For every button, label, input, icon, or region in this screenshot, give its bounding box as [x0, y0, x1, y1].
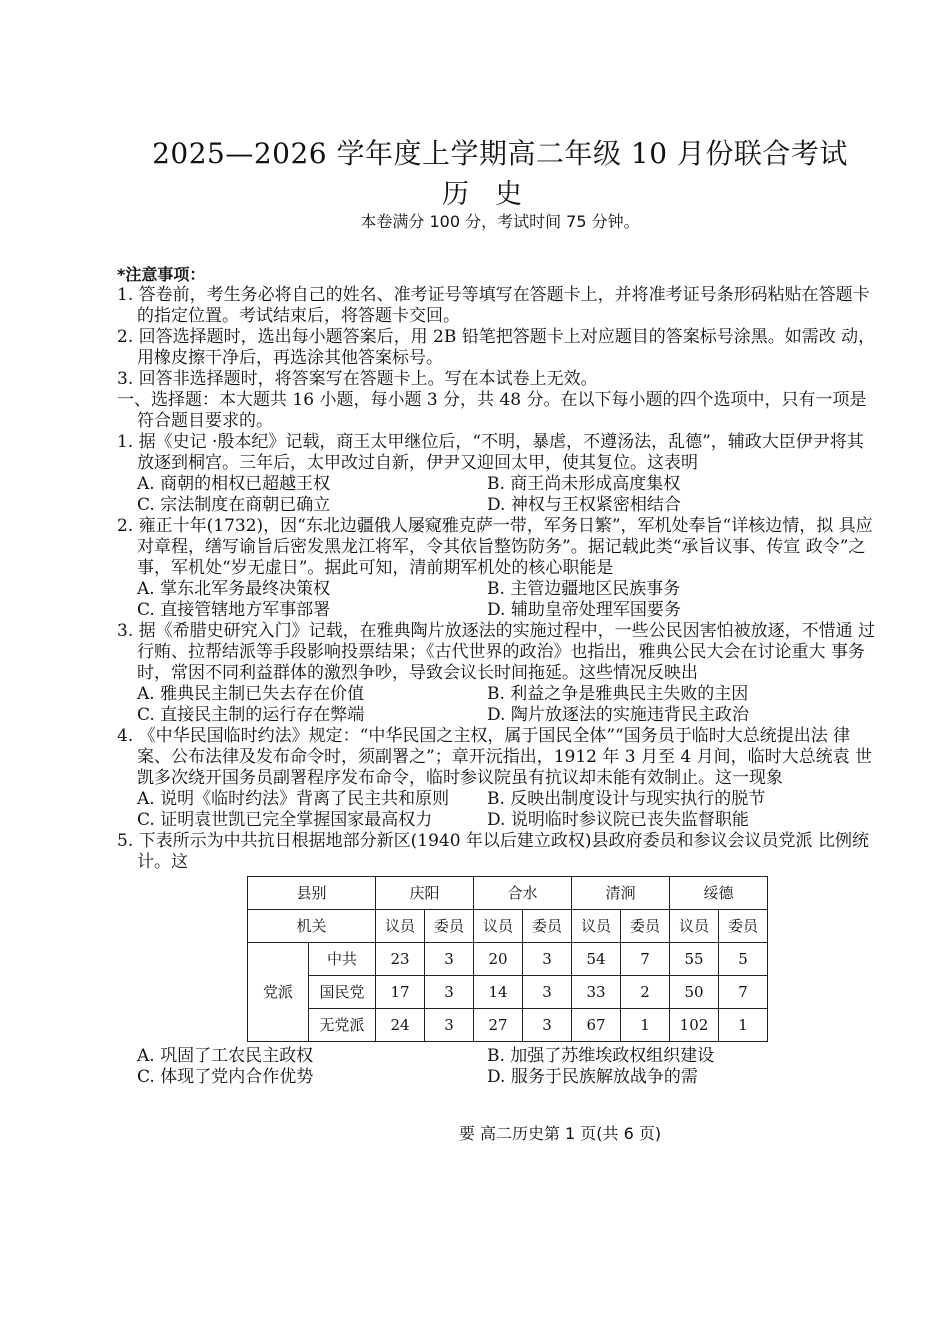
option-c: C. 直接管辖地方军事部署: [137, 600, 331, 620]
question-options: [117, 1046, 877, 1088]
table-cell: 67: [572, 1009, 621, 1042]
organ-name: 议员: [572, 910, 621, 943]
question-4: [117, 726, 877, 831]
table-cell: 3: [425, 943, 474, 976]
option-a: A. 雅典民主制已失去存在价值: [137, 684, 365, 704]
option-a: A. 说明《临时约法》背离了民主共和原则: [137, 789, 450, 809]
table-cell: 3: [425, 1009, 474, 1042]
table-cell: 3: [425, 976, 474, 1009]
organ-name: 委员: [621, 910, 670, 943]
table-cell: 24: [376, 1009, 425, 1042]
table-cell: 54: [572, 943, 621, 976]
county-name: 合水: [474, 877, 572, 910]
question-stem: 1. 据《史记 ·殷本纪》记载，商王太甲继位后，“不明，暴虐，不遵汤法，乱德”，辅政大臣伊尹将其 放逐到桐宫。三年后，太甲改过自新，伊尹又迎回太甲，使其复位。这表明: [117, 432, 864, 473]
table-cell: 3: [523, 1009, 572, 1042]
table-cell: 7: [621, 943, 670, 976]
option-b: B. 加强了苏维埃政权组织建设: [487, 1046, 715, 1066]
table-cell: 23: [376, 943, 425, 976]
notice-item: 1. 答卷前，考生务必将自己的姓名、准考证号等填写在答题卡上，并将准考证号条形码粘贴在答题卡的指定位置。考试结束后，将答题卡交回。: [117, 285, 870, 326]
subject-title: 历史: [442, 179, 548, 210]
notice-item: 2. 回答选择题时，选出每小题答案后，用 2B 铅笔把答题卡上对应题目的答案标号涂黑。如需改 动，用橡皮擦干净后，再选涂其他答案标号。: [117, 327, 876, 368]
table-cell: 2: [621, 976, 670, 1009]
organ-name: 议员: [670, 910, 719, 943]
party-name: 国民党: [309, 976, 376, 1009]
county-header: 县别: [248, 877, 376, 910]
exam-title: 2025—2026 学年度上学期高二年级 10 月份联合考试: [152, 137, 848, 170]
notice-heading: *注意事项：: [117, 265, 206, 284]
option-c: C. 体现了党内合作优势: [137, 1067, 314, 1087]
option-d: D. 辅助皇帝处理军国要务: [487, 600, 681, 620]
option-b: B. 反映出制度设计与现实执行的脱节: [487, 789, 766, 809]
table-cell: 1: [621, 1009, 670, 1042]
question-5: [117, 831, 877, 1088]
table-cell: 3: [523, 976, 572, 1009]
table-cell: 3: [523, 943, 572, 976]
organ-name: 议员: [474, 910, 523, 943]
option-d: D. 陶片放逐法的实施违背民主政治: [487, 705, 749, 725]
table-cell: 102: [670, 1009, 719, 1042]
question-2: [117, 516, 877, 621]
option-c: C. 宗法制度在商朝已确立: [137, 495, 331, 515]
organ-name: 委员: [425, 910, 474, 943]
question-options: [117, 474, 877, 516]
table-cell: 55: [670, 943, 719, 976]
question-stem: 5. 下表所示为中共抗日根据地部分新区(1940 年以后建立政权)县政府委员和参议会议员党派 比例统计。这: [117, 831, 869, 872]
page-footer: 要 高二历史第 1 页(共 6 页): [458, 1124, 662, 1143]
section-heading: 一、选择题：本大题共 16 小题，每小题 3 分，共 48 分。在以下每小题的四个选项中，只有一项是 符合题目要求的。: [117, 390, 867, 431]
table-cell: 50: [670, 976, 719, 1009]
question-options: [117, 684, 877, 726]
exam-content: [117, 265, 877, 1088]
notice-item: 3. 回答非选择题时，将答案写在答题卡上。写在本试卷上无效。: [117, 369, 598, 389]
party-ratio-table: [247, 876, 768, 1042]
option-b: B. 利益之争是雅典民主失败的主因: [487, 684, 749, 704]
option-b: B. 主管边疆地区民族事务: [487, 579, 681, 599]
option-a: A. 商朝的相权已超越王权: [137, 474, 331, 494]
organ-header: 机关: [248, 910, 376, 943]
table-cell: 1: [719, 1009, 768, 1042]
county-name: 绥德: [670, 877, 768, 910]
question-stem: 4. 《中华民国临时约法》规定：“中华民国之主权，属于国民全体”“国务员于临时大总统提出法 律案、公布法律及发布命令时，须副署之”；章开沅指出，1912 年 3 月至 4 月间，临时大总统袁 世凯多次绕开国务员副署程序发布命令，临时参议院虽有抗议却未能有效制止。这一现象: [117, 726, 873, 788]
party-header: 党派: [248, 943, 309, 1042]
option-a: A. 巩固了工农民主政权: [137, 1046, 314, 1066]
exam-info: 本卷满分 100 分，考试时间 75 分钟。: [360, 212, 640, 231]
option-b: B. 商王尚未形成高度集权: [487, 474, 681, 494]
organ-name: 委员: [523, 910, 572, 943]
question-3: [117, 621, 877, 726]
question-options: [117, 789, 877, 831]
table-cell: 7: [719, 976, 768, 1009]
county-name: 庆阳: [376, 877, 474, 910]
option-d: D. 神权与王权紧密相结合: [487, 495, 681, 515]
option-c: C. 证明袁世凯已完全掌握国家最高权力: [137, 810, 433, 830]
option-a: A. 掌东北军务最终决策权: [137, 579, 331, 599]
question-1: [117, 432, 877, 516]
organ-name: 议员: [376, 910, 425, 943]
table-cell: 20: [474, 943, 523, 976]
party-name: 无党派: [309, 1009, 376, 1042]
option-d: D. 说明临时参议院已丧失监督职能: [487, 810, 749, 830]
question-stem: 3. 据《希腊史研究入门》记载，在雅典陶片放逐法的实施过程中，一些公民因害怕被放逐，不惜通 过行贿、拉帮结派等手段影响投票结果；《古代世界的政治》也指出，雅典公民大会在讨论重大 事务时，常因不同利益群体的激烈争吵，导致会议长时间拖延。这些情况反映出: [117, 621, 876, 683]
party-name: 中共: [309, 943, 376, 976]
county-name: 清涧: [572, 877, 670, 910]
question-stem: 2. 雍正十年(1732)，因“东北边疆俄人屡窥雅克萨一带，军务日繁”，军机处奉旨“详核边情，拟 具应对章程，缮写谕旨后密发黑龙江将军，令其依旨整饬防务”。据记载此类“承旨议事、传宣 政令”之事，军机处“岁无虚日”。据此可知，清前期军机处的核心职能是: [117, 516, 873, 578]
option-d: D. 服务于民族解放战争的需: [487, 1067, 698, 1087]
table-cell: 5: [719, 943, 768, 976]
table-cell: 27: [474, 1009, 523, 1042]
table-cell: 17: [376, 976, 425, 1009]
option-c: C. 直接民主制的运行存在弊端: [137, 705, 365, 725]
question-options: [117, 579, 877, 621]
table-cell: 14: [474, 976, 523, 1009]
organ-name: 委员: [719, 910, 768, 943]
table-cell: 33: [572, 976, 621, 1009]
